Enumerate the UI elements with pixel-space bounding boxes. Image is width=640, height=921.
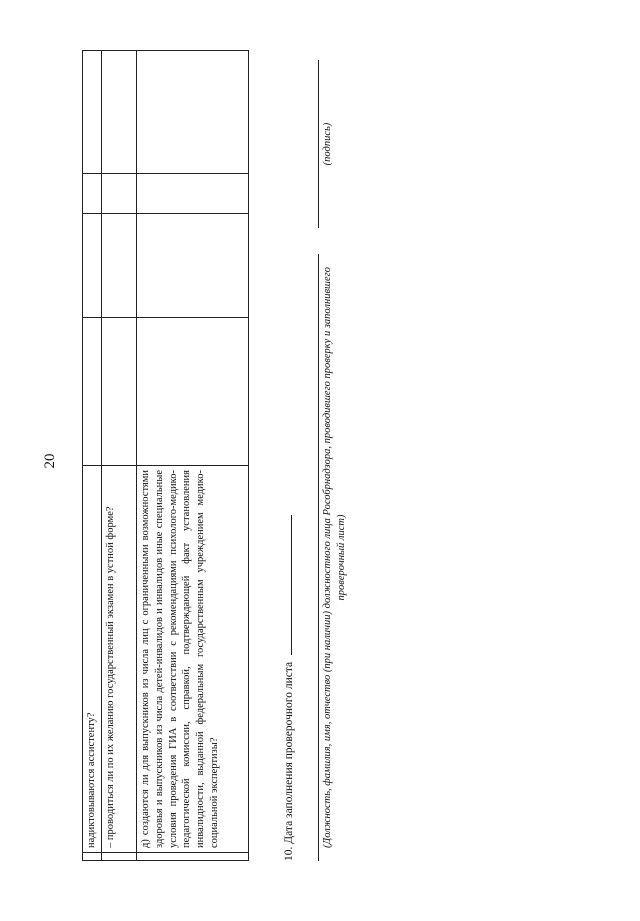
- table-cell-question: д) создаются ли для выпускников из числа лиц с ограниченными возможностями здоровья и выпускников из числа детей-инвалидов и инвалидов иные специальные условия проведения ГИА в соответствии с рекомендациями психолого-медико-педагогической комиссии, справкой, подтверждающей факт установления инвалидности, выданной федеральным государственным учреждением медико-социальной экспертизы?: [136, 466, 248, 853]
- table-cell-answer: [136, 174, 248, 214]
- table-cell-number: [136, 853, 248, 861]
- table-cell-answer: [83, 174, 102, 214]
- table-cell-answer: [83, 51, 102, 174]
- table-cell-answer: [83, 214, 102, 318]
- table-cell-question: надиктовываются ассистенту?: [83, 466, 102, 853]
- table-cell-answer: [83, 318, 102, 466]
- table-cell-answer: [136, 318, 248, 466]
- fill-date-field[interactable]: [280, 515, 292, 655]
- table-cell-answer: [101, 318, 136, 466]
- position-name-caption: (Должность, фамилия, имя, отчество (при наличии) должностного лица Рособрнадзора, проводившего проверку и заполнившего проверочный лист): [322, 267, 347, 848]
- fill-date-line: [280, 515, 295, 861]
- table-row: [83, 51, 102, 861]
- fill-date-label: 10. Дата заполнения проверочного листа: [283, 661, 295, 861]
- table-cell-answer: [136, 51, 248, 174]
- signature-caption: (подпись): [322, 122, 333, 166]
- signature-line[interactable]: [318, 60, 319, 228]
- table-cell-answer: [101, 51, 136, 174]
- table-cell-number: [101, 853, 136, 861]
- table-cell-question: – проводиться ли по их желанию государственный экзамен в устной форме?: [101, 466, 136, 853]
- position-name-line[interactable]: [318, 254, 319, 861]
- table-cell-answer: [101, 174, 136, 214]
- table-row: [101, 51, 136, 861]
- table-cell-answer: [101, 214, 136, 318]
- table-row: [136, 51, 248, 861]
- table-cell-answer: [136, 214, 248, 318]
- page-number: 20: [42, 453, 58, 469]
- checklist-table: [82, 50, 249, 861]
- table-cell-number: [83, 853, 102, 861]
